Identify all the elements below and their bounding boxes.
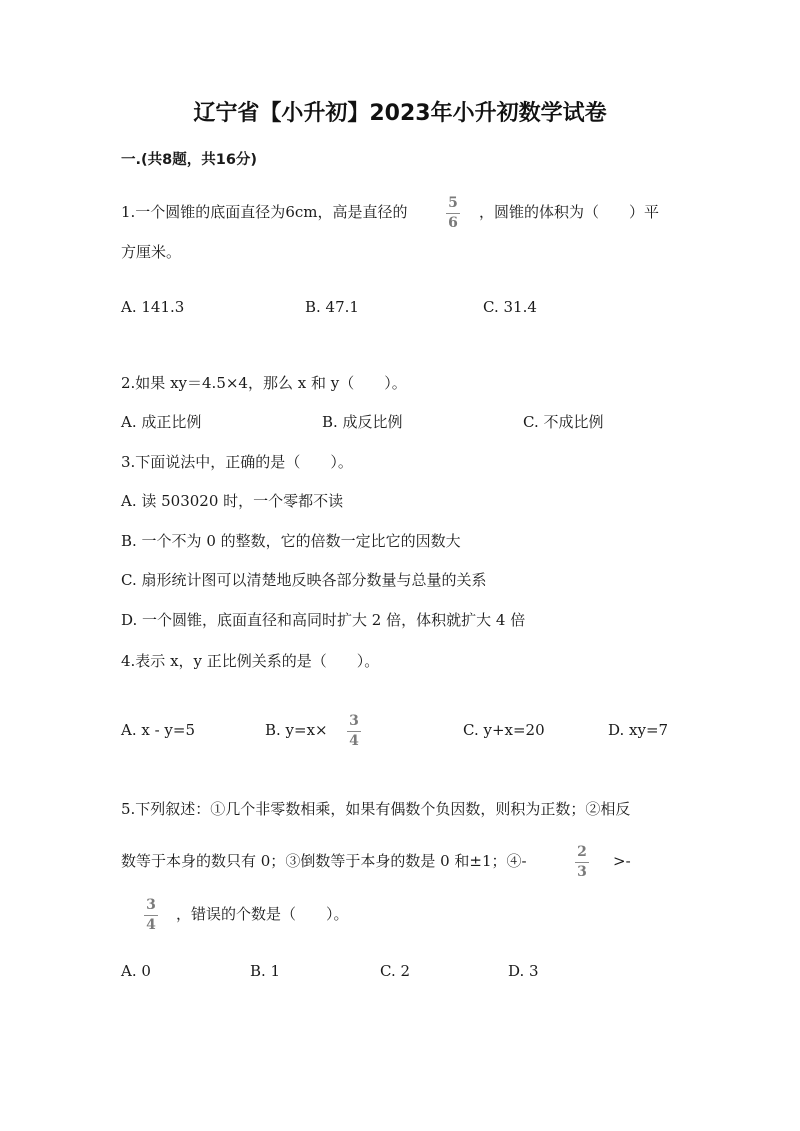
fraction-numerator: 3 <box>349 713 359 729</box>
question-5-line-1: 5.下列叙述：①几个非零数相乘，如果有偶数个负因数，则积为正数；②相反 <box>121 800 631 818</box>
question-2-option-b[interactable]: B. 成反比例 <box>322 413 403 431</box>
question-3-text: 3.下面说法中，正确的是（ ）。 <box>121 453 353 471</box>
fraction-bar <box>347 731 361 732</box>
question-2-text: 2.如果 xy＝4.5×4，那么 x 和 y（ ）。 <box>121 374 407 392</box>
question-4-option-c[interactable]: C. y+x=20 <box>463 721 545 739</box>
question-4-option-a[interactable]: A. x - y=5 <box>121 721 196 739</box>
question-1-option-a[interactable]: A. 141.3 <box>121 298 185 316</box>
question-5-option-a[interactable]: A. 0 <box>121 962 151 980</box>
question-3-option-d[interactable]: D. 一个圆锥，底面直径和高同时扩大 2 倍，体积就扩大 4 倍 <box>121 611 526 629</box>
question-4-option-b-fraction <box>347 714 361 749</box>
fraction-bar <box>144 915 158 916</box>
fraction-numerator: 3 <box>146 897 156 913</box>
question-5-comparison: >- <box>613 852 631 870</box>
fraction-bar <box>575 862 589 863</box>
question-4-option-b[interactable]: B. y=x× <box>265 721 328 739</box>
question-2-option-a[interactable]: A. 成正比例 <box>121 413 202 431</box>
question-1-text-wrap: 方厘米。 <box>121 243 182 261</box>
fraction-denominator: 4 <box>146 917 156 933</box>
question-4-option-d[interactable]: D. xy=7 <box>608 721 669 739</box>
question-5-option-b[interactable]: B. 1 <box>250 962 281 980</box>
question-5-option-d[interactable]: D. 3 <box>508 962 539 980</box>
fraction-numerator: 5 <box>448 195 458 211</box>
question-1-text-start: 1.一个圆锥的底面直径为6cm，高是直径的 <box>121 203 408 221</box>
fraction-denominator: 4 <box>349 733 359 749</box>
question-5-fraction-2 <box>144 898 158 933</box>
fraction-denominator: 3 <box>577 864 587 880</box>
question-1-option-b[interactable]: B. 47.1 <box>305 298 359 316</box>
question-5-line-3: ，错误的个数是（ ）。 <box>176 905 349 923</box>
question-5-fraction-1 <box>575 845 589 880</box>
question-5-option-c[interactable]: C. 2 <box>380 962 411 980</box>
question-1-option-c[interactable]: C. 31.4 <box>483 298 537 316</box>
question-2-option-c[interactable]: C. 不成比例 <box>523 413 604 431</box>
fraction-bar <box>446 213 460 214</box>
question-1-text-end: ，圆锥的体积为（ ）平 <box>479 203 660 221</box>
question-1-fraction <box>446 196 460 231</box>
question-3-option-a[interactable]: A. 读 503020 时，一个零都不读 <box>121 492 344 510</box>
question-3-option-b[interactable]: B. 一个不为 0 的整数，它的倍数一定比它的因数大 <box>121 532 461 550</box>
section-heading: 一.(共8题，共16分) <box>121 152 258 168</box>
question-4-text: 4.表示 x，y 正比例关系的是（ ）。 <box>121 652 380 670</box>
question-3-option-c[interactable]: C. 扇形统计图可以清楚地反映各部分数量与总量的关系 <box>121 571 487 589</box>
question-5-line-2: 数等于本身的数只有 0；③倒数等于本身的数是 0 和±1；④- <box>121 852 527 870</box>
page-title: 辽宁省【小升初】2023年小升初数学试卷 <box>193 101 607 126</box>
fraction-numerator: 2 <box>577 844 587 860</box>
fraction-denominator: 6 <box>448 215 458 231</box>
